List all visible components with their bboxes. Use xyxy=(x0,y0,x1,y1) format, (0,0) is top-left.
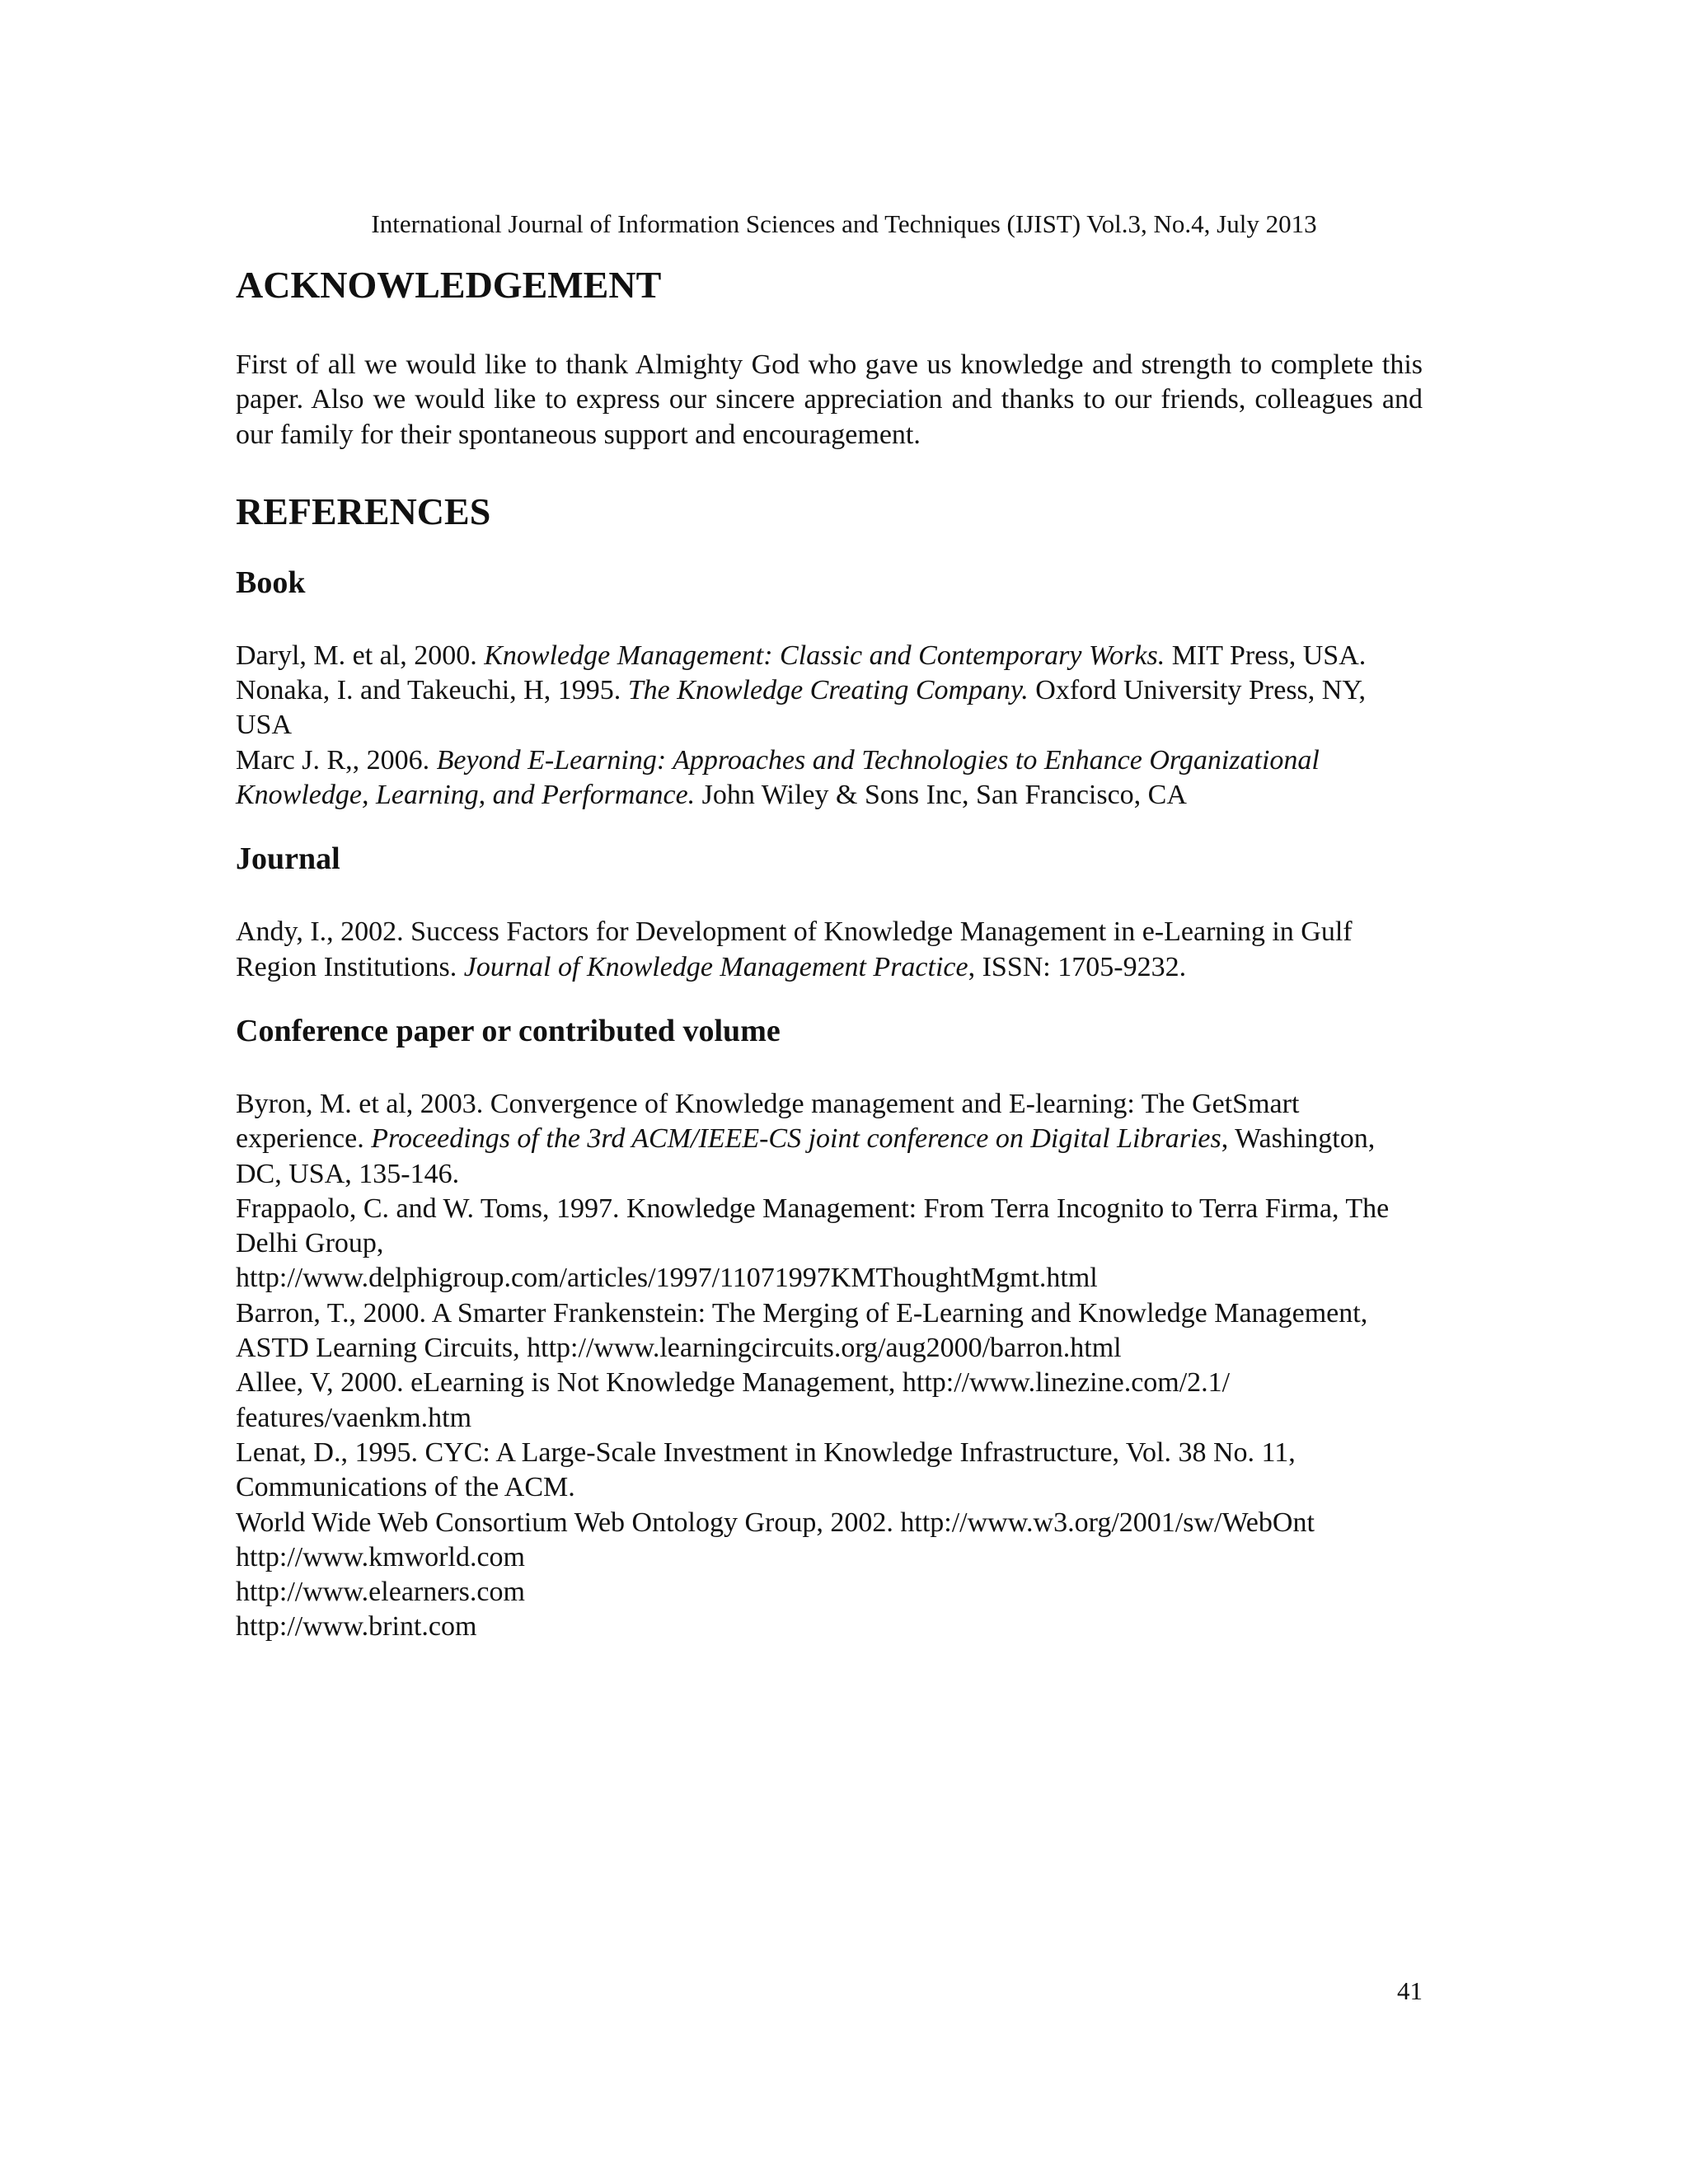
reference-title: Beyond E-Learning: Approaches and Technologies to Enhance Organizational Knowledge, Learning, and Performance. xyxy=(236,744,1320,811)
reference-entry xyxy=(236,1087,1423,1192)
reference-url: http://www.kmworld.com xyxy=(236,1541,525,1572)
reference-text: Frappaolo, C. and W. Toms, 1997. Knowledge Management: From Terra Incognito to Terra Firma, The Delhi Group, xyxy=(236,1193,1390,1259)
reference-entry xyxy=(236,673,1423,743)
reference-title: The Knowledge Creating Company. xyxy=(627,675,1029,706)
reference-entry: Barron, T., 2000. A Smarter Frankenstein: The Merging of E-Learning and Knowledge Management, ASTD Learning Circuits, http://www.learningcircuits.org/aug2000/barron.html xyxy=(236,1297,1368,1364)
reference-entry xyxy=(236,1366,1423,1436)
reference-entry xyxy=(236,743,1423,813)
reference-authors: Andy, I., 2002. Success Factors for Development of Knowledge Management in e-Learning in Gulf Region Institutions. xyxy=(236,916,1353,982)
acknowledgement-text: First of all we would like to thank Almighty God who gave us knowledge and strength to complete this paper. Also we would like to express our sincere appreciation and thanks to our friends, colleagues and our family for their spontaneous support and encouragement. xyxy=(236,349,1423,450)
acknowledgement-heading: ACKNOWLEDGEMENT xyxy=(236,264,662,306)
references-heading: REFERENCES xyxy=(236,490,491,532)
running-header: International Journal of Information Sciences and Techniques (IJIST) Vol.3, No.4, July 2013 xyxy=(371,209,1317,238)
reference-title: Proceedings of the 3rd ACM/IEEE-CS joint conference on Digital Libraries xyxy=(371,1123,1221,1155)
reference-publisher: Oxford University Press, NY, USA xyxy=(236,675,1367,741)
reference-authors: Nonaka, I. and Takeuchi, H, 1995. xyxy=(236,675,628,706)
reference-publisher: John Wiley & Sons Inc, San Francisco, CA xyxy=(695,780,1187,811)
page-number: 41 xyxy=(1397,1976,1423,2005)
reference-url: features/vaenkm.htm xyxy=(236,1402,472,1433)
reference-authors: Daryl, M. et al, 2000. xyxy=(236,640,485,671)
reference-entry xyxy=(236,639,1423,673)
reference-publisher: , Washington, DC, USA, 135-146. xyxy=(236,1123,1376,1189)
reference-authors: Byron, M. et al, 2003. Convergence of Knowledge management and E-learning: The GetSmart experience. xyxy=(236,1088,1300,1155)
reference-title: Journal of Knowledge Management Practice xyxy=(463,951,968,982)
conference-subheading: Conference paper or contributed volume xyxy=(236,1013,781,1048)
reference-entry: Lenat, D., 1995. CYC: A Large-Scale Investment in Knowledge Infrastructure, Vol. 38 No. 11, Communications of the ACM. xyxy=(236,1436,1296,1503)
book-subheading: Book xyxy=(236,565,306,600)
reference-authors: Marc J. R,, 2006. xyxy=(236,744,437,776)
reference-entry: World Wide Web Consortium Web Ontology Group, 2002. http://www.w3.org/2001/sw/WebOnt xyxy=(236,1507,1315,1538)
reference-text: Allee, V, 2000. eLearning is Not Knowledge Management, http://www.linezine.com/2.1/ xyxy=(236,1367,1231,1399)
reference-entry xyxy=(236,1192,1423,1296)
reference-entry xyxy=(236,915,1423,985)
page-content xyxy=(236,255,1423,1645)
journal-subheading: Journal xyxy=(236,841,340,877)
reference-url: http://www.elearners.com xyxy=(236,1577,525,1608)
reference-publisher: MIT Press, USA. xyxy=(1165,640,1367,671)
reference-title: Knowledge Management: Classic and Contemporary Works. xyxy=(484,640,1165,671)
reference-publisher: , ISSN: 1705-9232. xyxy=(968,951,1187,982)
reference-url: http://www.brint.com xyxy=(236,1611,477,1643)
reference-url: http://www.delphigroup.com/articles/1997/11071997KMThoughtMgmt.html xyxy=(236,1263,1098,1294)
